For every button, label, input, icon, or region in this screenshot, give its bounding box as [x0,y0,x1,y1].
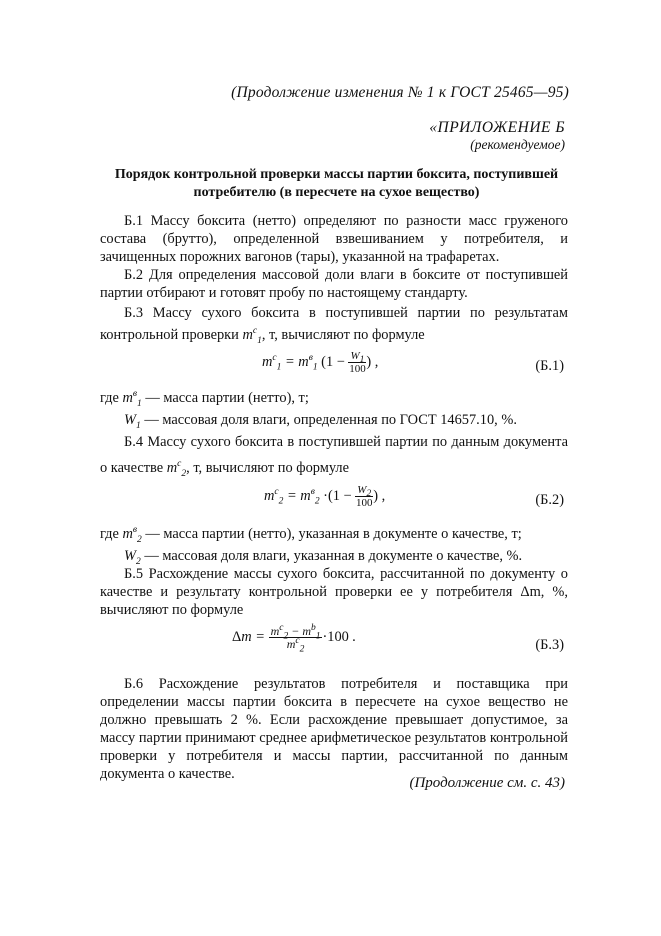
def-w1-text: — массовая доля влаги, определенная по ГОСТ 14657.10, %. [144,412,517,428]
formula-b3-fraction: $\frac{m^c_2 - m^b_1}{m^c_2}$ [270,623,321,655]
formula-b2-expression: $m^c_2 = m^в_2 \cdot(1$ − $\frac{W_2}{100}$ ) , [264,484,386,509]
formula-b2-number: (Б.2) [535,492,564,508]
def-w2 [100,547,568,565]
appendix-title: «ПРИЛОЖЕНИЕ Б [429,119,565,136]
paragraph-b3 [100,302,568,346]
formula-b1-number: (Б.1) [535,358,564,374]
symbol-m2v: $m^в_2$ [122,525,142,545]
symbol-m2c: $m^c_2$ [166,459,187,479]
formula-b1-fraction: $\frac{W_1}{100}$ [349,350,366,375]
formula-b1 [100,350,568,384]
formula-b2 [100,484,568,518]
paragraph-b3-text: Б.3 Массу сухого боксита в поступившей партии по результатам контрольной проверки [100,305,568,343]
formula-b3-number: (Б.3) [535,637,564,653]
where-b1 [100,389,568,407]
continuation-note: (Продолжение см. с. 43) [409,775,565,791]
def-w1 [100,411,568,429]
formula-b3-expression: Δm = $\frac{m^c_2 - m^b_1}{m^c_2}$ ·100 . [232,623,357,655]
where-b2 [100,525,568,543]
paragraph-b4 [100,429,568,481]
where-b2-def: — масса партии (нетто), указанная в документе о качестве, т; [145,526,522,542]
where-label-2: где [100,526,119,542]
symbol-m1c: $m^c_1$ [242,326,262,346]
paragraph-b1: Б.1 Массу боксита (нетто) определяют по разности масс груженого состава (брутто), определенной взвешиванием у потребителя, и зачищенных порожних вагонов (тары), указанной на трафаретах. [100,213,568,265]
paragraph-b5: Б.5 Расхождение массы сухого боксита, рассчитанной по документу о качестве и результату контрольной проверки ее у потребителя Δm, %, вычисляют по формуле [100,566,568,618]
formula-b3 [100,623,568,663]
symbol-w2: $W_2$ [124,548,141,567]
paragraph-b4-text: Б.4 Массу сухого боксита в поступившей партии по данным документа о качестве [100,434,568,476]
appendix-subtitle: (рекомендуемое) [470,137,565,152]
paragraph-b2: Б.2 Для определения массовой доли влаги в боксите от поступившей партии отбирают и готовят пробу по настоящему стандарту. [100,267,568,301]
paragraph-b6: Б.6 Расхождение результатов потребителя и поставщика при определении массы партии боксита в пересчете на сухое вещество не должно превышать 2 %. Если расхождение превышает допустимое, за массу партии принимают среднее арифметическое результатов контрольной проверки у потребителя и массы партии, рассчитанной по данным документа о качестве. [100,676,568,782]
paragraph-b3-tail: , т, вычисляют по формуле [261,327,425,343]
section-title: Порядок контрольной проверки массы партии боксита, поступившей потребителю (в пересчете на сухое вещество) [114,167,559,200]
where-label: где [100,390,119,406]
formula-b1-expression: $m^c_1 = m^в_1$ (1 − $\frac{W_1}{100}$ ) , [262,350,379,375]
def-w2-text: — массовая доля влаги, указанная в документе о качестве, %. [144,548,523,564]
where-b1-def: — масса партии (нетто), т; [145,390,309,406]
symbol-w1: $W_1$ [124,412,141,431]
paragraph-b4-tail: , т, вычисляют по формуле [186,460,349,476]
symbol-m1v: $m^в_1$ [122,389,142,409]
page-header: (Продолжение изменения № 1 к ГОСТ 25465—95) [231,84,569,101]
formula-b2-fraction: $\frac{W_2}{100}$ [355,484,373,509]
